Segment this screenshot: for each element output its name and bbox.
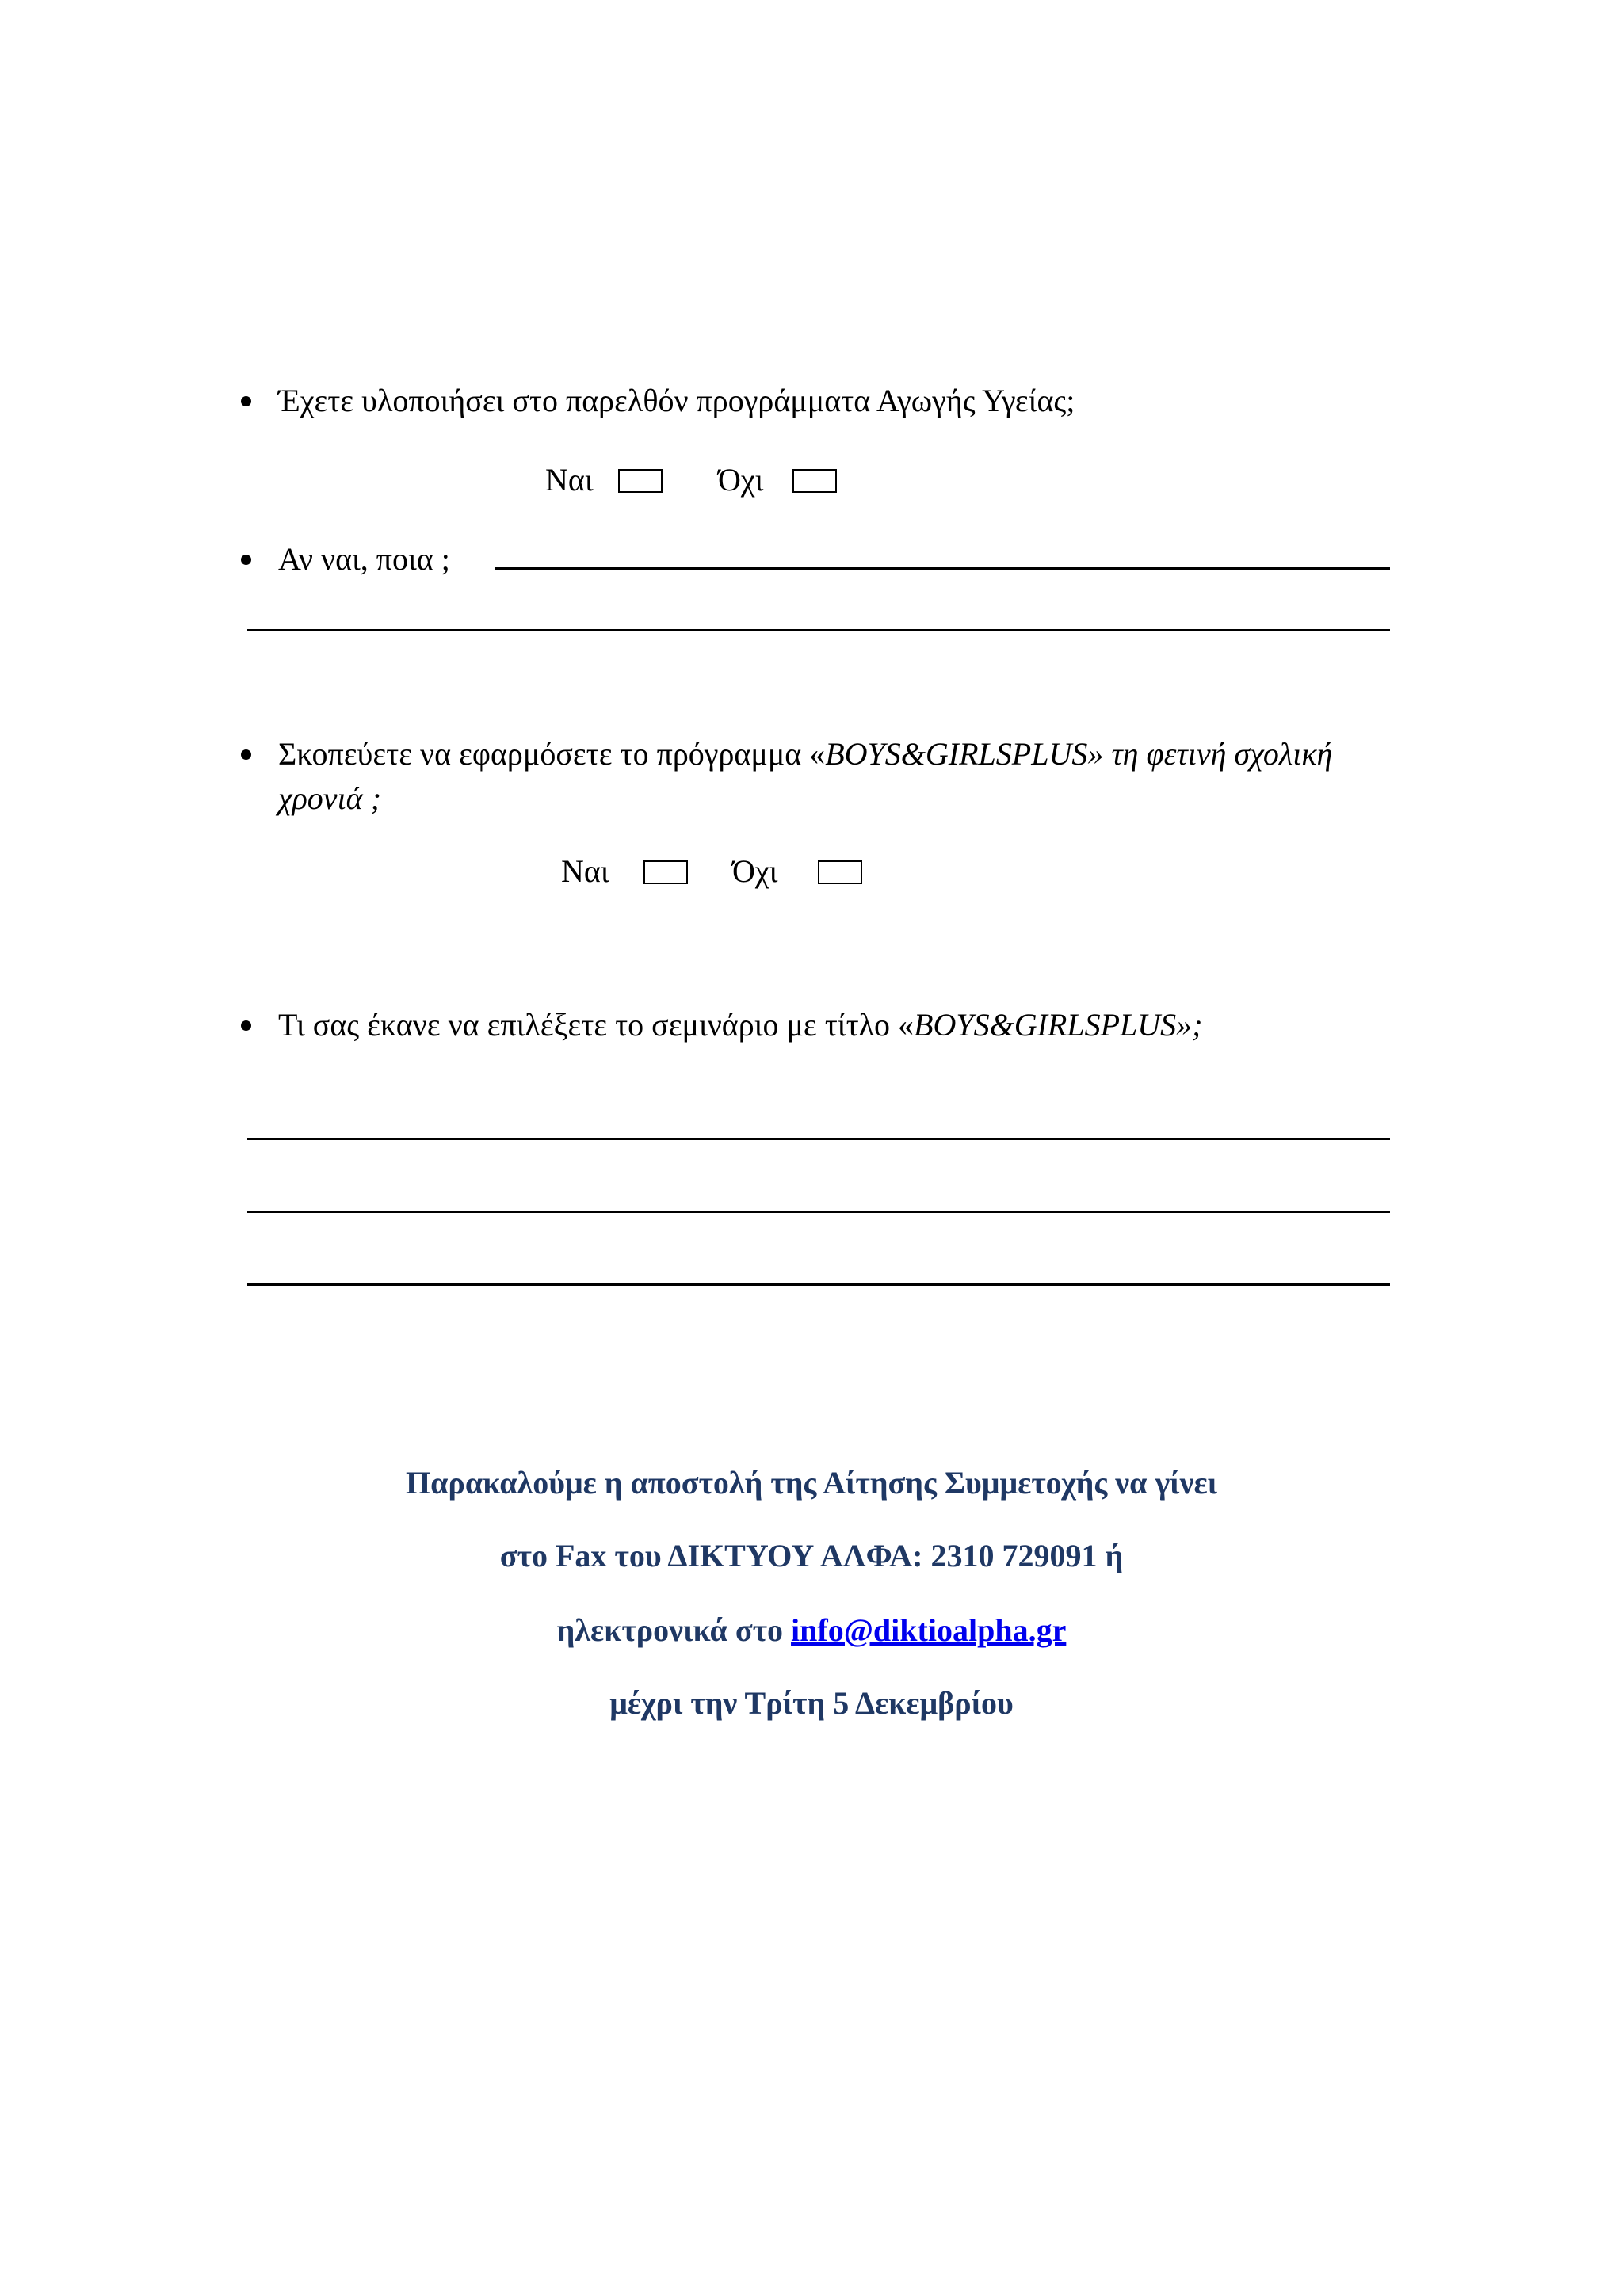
yes-checkbox[interactable] [618,469,663,493]
no-label: Όχι [732,853,778,889]
no-checkbox[interactable] [818,860,862,884]
no-checkbox[interactable] [792,469,837,493]
answer-line[interactable] [247,1211,1390,1213]
question-text-italic: BOYS&GIRLSPLUS»; [914,1007,1203,1043]
notice-line-3 [0,1608,1623,1653]
yes-label: Ναι [561,853,609,889]
question-text-line2 [278,776,381,821]
question-text [278,1003,1202,1047]
email-link[interactable]: info@diktioalpha.gr [791,1612,1067,1648]
question-text-part: Τι σας έκανε να επιλέξετε το σεμινάριο με τίτλο « [278,1007,915,1043]
bullet-icon [241,396,251,406]
answer-line[interactable] [495,567,1390,570]
yes-label: Ναι [545,462,594,498]
answer-line[interactable] [247,629,1390,631]
question-text [278,732,1390,776]
notice-email-prefix: ηλεκτρονικά στο [556,1612,792,1648]
question-text-italic: BOYS&GIRLSPLUS» τη φετινή σχολική [825,736,1333,772]
question-text: Έχετε υλοποιήσει στο παρελθόν προγράμματα Αγωγής Υγείας; [278,383,1075,418]
notice-line-4: μέχρι την Τρίτη 5 Δεκεμβρίου [609,1685,1014,1721]
bullet-icon [241,1020,251,1031]
yes-checkbox[interactable] [643,860,688,884]
bullet-icon [241,555,251,565]
notice-line-1: Παρακαλούμε η αποστολή της Αίτησης Συμμετοχής να γίνει [406,1465,1217,1501]
bullet-icon [241,749,251,760]
answer-line[interactable] [247,1138,1390,1140]
answer-line[interactable] [247,1283,1390,1286]
question-text-part: Σκοπεύετε να εφαρμόσετε το πρόγραμμα « [278,736,826,772]
question-text-italic: χρονιά ; [278,780,381,816]
no-label: Όχι [718,462,764,498]
question-text: Αν ναι, ποια ; [278,541,450,577]
notice-line-2: στο Fax του ΔΙΚΤΥΟΥ ΑΛΦΑ: 2310 729091 ή [499,1538,1124,1573]
